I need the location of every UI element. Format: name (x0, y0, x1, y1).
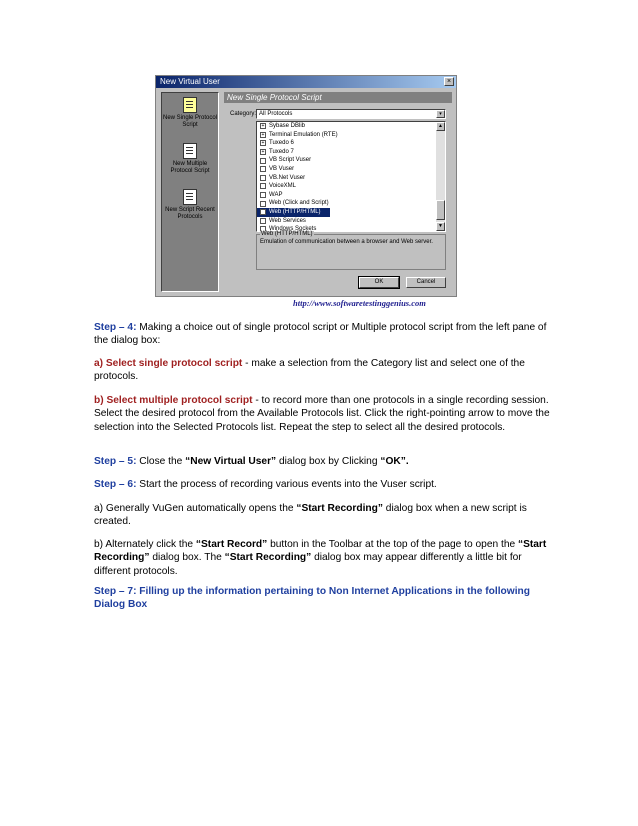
protocol-label: WAP (269, 191, 283, 198)
sidebar-item-recent-protocols[interactable] (162, 189, 218, 221)
sidebar-item-label: New Script Recent Protocols (165, 207, 215, 220)
step-text: Start the process of recording various events into the Vuser script. (136, 479, 437, 490)
protocol-label: VB Vuser (269, 165, 295, 172)
expand-icon: + (261, 131, 265, 138)
protocol-list[interactable] (256, 121, 446, 232)
scroll-down-icon[interactable]: ▼ (436, 222, 445, 231)
scroll-up-icon[interactable]: ▲ (436, 122, 445, 131)
protocol-panel (224, 92, 452, 292)
protocol-item[interactable] (257, 148, 445, 157)
category-select[interactable] (256, 109, 446, 119)
option-heading: b) Select multiple protocol script (94, 395, 253, 406)
expand-icon: + (261, 140, 265, 147)
auto-open-paragraph (94, 502, 554, 529)
protocol-label: Windows Sockets (269, 226, 317, 232)
script-icon (183, 189, 197, 205)
protocol-item[interactable] (257, 131, 445, 140)
script-icon (183, 97, 197, 113)
description-text: Emulation of communication between a browser and Web server. (260, 239, 433, 245)
protocol-label: VB.Net Vuser (269, 174, 306, 181)
para-text: button in the Toolbar at the top of the page to open the (267, 539, 518, 550)
protocol-item[interactable] (257, 182, 445, 191)
para-text: dialog box when a new script is created. (94, 503, 527, 528)
single-protocol-paragraph (94, 357, 554, 384)
protocol-label: Web (Click and Script) (269, 200, 329, 207)
protocol-icon (260, 183, 266, 189)
protocol-icon (260, 158, 266, 164)
protocol-label: Tuxedo 6 (269, 140, 294, 147)
protocol-item[interactable] (257, 122, 445, 131)
protocol-icon (260, 218, 266, 224)
protocol-item[interactable] (257, 156, 445, 165)
panel-title: New Single Protocol Script (224, 92, 452, 103)
category-label: Category: (230, 111, 257, 117)
dialog-name: “New Virtual User” (185, 456, 277, 467)
description-title: Web (HTTP/HTML) (261, 231, 313, 237)
protocol-icon (260, 175, 266, 181)
protocol-item[interactable] (257, 199, 445, 208)
protocol-icon (260, 201, 266, 207)
start-record-paragraph (94, 538, 554, 578)
step-7-heading: Step – 7: Filling up the information pertaining to Non Internet Applications in the following Dialog Box (94, 586, 530, 611)
step-4-paragraph (94, 321, 554, 348)
dialog-name: “Start Recording” (94, 539, 547, 564)
protocol-items (257, 122, 445, 232)
protocol-item[interactable] (257, 191, 445, 200)
para-text: dialog box. The (149, 552, 225, 564)
option-heading: a) Select single protocol script (94, 358, 243, 369)
step-heading: Step – 4: (94, 322, 137, 333)
dialog-name: “Start Recording” (224, 552, 312, 564)
ok-button[interactable]: OK (359, 277, 399, 288)
new-virtual-user-dialog (155, 75, 457, 297)
protocol-icon (260, 166, 266, 172)
option-text: - to record more than one protocols in a single recording session. Select the desired protocol from the Available Protocols list. Click the right-pointing arrow to move the selection into the Selected Protocols list. Repeat the step to select all the desired protocols. (94, 395, 550, 433)
script-icon (183, 143, 197, 159)
dialog-title: New Virtual User (160, 77, 220, 86)
protocol-item[interactable] (257, 217, 445, 226)
protocol-label: Web Services (269, 217, 306, 224)
protocol-label: Tuxedo 7 (269, 148, 294, 155)
protocol-item[interactable] (257, 165, 445, 174)
protocol-item[interactable] (257, 139, 445, 148)
step-heading: Step – 5: (94, 456, 137, 467)
dialog-name: “Start Recording” (296, 503, 383, 514)
close-icon[interactable]: × (444, 77, 454, 86)
para-text: dialog box may appear differently a little bit for different protocols. (94, 552, 522, 577)
sidebar-item-label: New Multiple Protocol Script (170, 161, 210, 174)
sidebar-item-single-protocol[interactable] (162, 97, 218, 129)
protocol-icon (260, 192, 266, 198)
protocol-label: Sybase DBlib (269, 123, 306, 129)
protocol-item[interactable] (257, 174, 445, 183)
dialog-title-bar (156, 76, 456, 88)
multiple-protocol-paragraph (94, 394, 554, 434)
protocol-list-scrollbar[interactable] (436, 122, 445, 231)
protocol-label: VB Script Vuser (269, 157, 312, 164)
protocol-label: Terminal Emulation (RTE) (269, 131, 338, 138)
step-text: Close the (136, 456, 186, 467)
sidebar-item-multiple-protocol[interactable] (162, 143, 218, 175)
option-text: - make a selection from the Category list and select one of the protocols. (94, 358, 525, 383)
button-name: “Start Record” (195, 539, 268, 550)
source-url: http://www.softwaretestinggenius.com (293, 298, 426, 308)
step-heading: Step – 6: (94, 479, 137, 490)
sidebar-item-label: New Single Protocol Script (162, 115, 218, 128)
expand-icon: + (261, 149, 265, 156)
para-text: a) Generally VuGen automatically opens the (94, 503, 297, 514)
step-text: Making a choice out of single protocol script or Multiple protocol script from the left pane of the dialog box: (94, 322, 547, 347)
category-value: All Protocols (259, 111, 293, 117)
expand-icon: + (261, 123, 265, 130)
cancel-button[interactable]: Cancel (406, 277, 446, 288)
button-name: “OK”. (380, 456, 409, 467)
protocol-item[interactable] (257, 208, 330, 217)
step-6-paragraph (94, 478, 554, 491)
script-type-sidebar (161, 92, 219, 292)
protocol-label: VoiceXML (269, 183, 297, 190)
para-text: b) Alternately click the (94, 539, 196, 550)
scroll-thumb[interactable] (436, 200, 445, 220)
step-text: dialog box by Clicking (276, 456, 381, 467)
chevron-down-icon[interactable]: ▾ (436, 110, 445, 118)
step-5-paragraph (94, 455, 554, 468)
protocol-icon (260, 209, 266, 215)
protocol-description-box (256, 231, 446, 270)
protocol-label: Web (HTTP/HTML) (269, 208, 321, 215)
